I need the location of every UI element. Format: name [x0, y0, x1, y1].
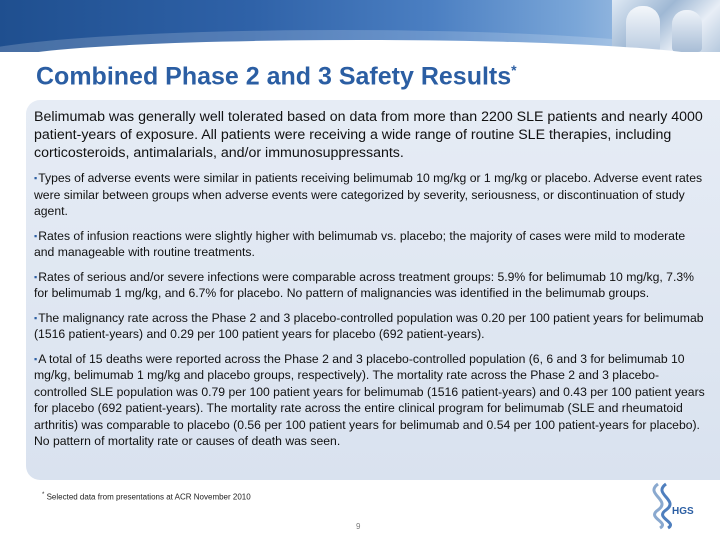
footnote-text: Selected data from presentations at ACR November 2010: [46, 492, 251, 502]
bullet-item: [34, 228, 706, 261]
slide-title-text: Combined Phase 2 and 3 Safety Results: [36, 62, 512, 91]
logo-text: HGS: [672, 506, 694, 517]
bullet-marker: ▪: [34, 230, 38, 241]
bullet-item: [34, 170, 706, 220]
footnote-marker: *: [42, 492, 45, 498]
title-footnote-marker: *: [511, 62, 517, 78]
bullet-marker: ▪: [34, 353, 38, 364]
bullet-marker: ▪: [34, 271, 38, 282]
bullet-item: [34, 269, 706, 302]
bullet-item: [34, 310, 706, 343]
slide-title: [36, 62, 517, 91]
bullet-text: Rates of infusion reactions were slightly higher with belimumab vs. placebo; the majority of cases were mild to moderate and manageable with routine treatments.: [34, 228, 686, 259]
surgeon-figure: [672, 10, 702, 52]
page-number: 9: [356, 522, 361, 531]
hgs-helix-logo-icon: [640, 480, 700, 530]
slide-body: [34, 108, 706, 458]
bullet-text: Rates of serious and/or severe infections were comparable across treatment groups: 5.9% for belimumab 10 mg/kg, 7.3% for belimumab 1 mg/kg, and 6.7% for placebo. No pattern of malignancies was identified in the belimumab groups.: [34, 269, 694, 300]
bullet-text: The malignancy rate across the Phase 2 and 3 placebo-controlled population was 0.20 per 100 patient years for belimumab (1516 patient-years) and 0.29 per 100 patient years for placebo (692 patient-years).: [34, 310, 704, 341]
bullet-marker: ▪: [34, 312, 38, 323]
footnote: [42, 492, 251, 502]
intro-paragraph: Belimumab was generally well tolerated based on data from more than 2200 SLE patients and nearly 4000 patient-years of exposure. All patients were receiving a wide range of routine SLE therapies, including corticosteroids, antimalarials, and/or immunosuppressants.: [34, 109, 703, 161]
bullet-text: A total of 15 deaths were reported across the Phase 2 and 3 placebo-controlled population (6, 6 and 3 for belimumab 10 mg/kg, belimumab 1 mg/kg and placebo groups, respectively). The mortality rate across the Phase 2 and 3 placebo-controlled SLE population was 0.79 per 100 patient years for belimumab (1516 patient-years) and 0.43 per 100 patient years for placebo (692 patient-years). The mortality rate across the entire clinical program for belimumab (SLE and rheumatoid arthritis) was comparable to placebo (0.56 per 100 patient years for belimumab and 0.54 per 100 patient-years for placebo). No pattern of mortality rate or causes of death was seen.: [34, 351, 705, 448]
bullet-item: [34, 351, 706, 450]
bullet-text: Types of adverse events were similar in patients receiving belimumab 10 mg/kg or 1 mg/kg or placebo. Adverse event rates were similar between groups when adverse events were categorized by severity, seriousness, or discontinuation of study agent.: [34, 171, 703, 218]
surgeon-figure: [626, 6, 660, 52]
bullet-marker: ▪: [34, 173, 38, 183]
header-photo-image: [612, 0, 720, 52]
